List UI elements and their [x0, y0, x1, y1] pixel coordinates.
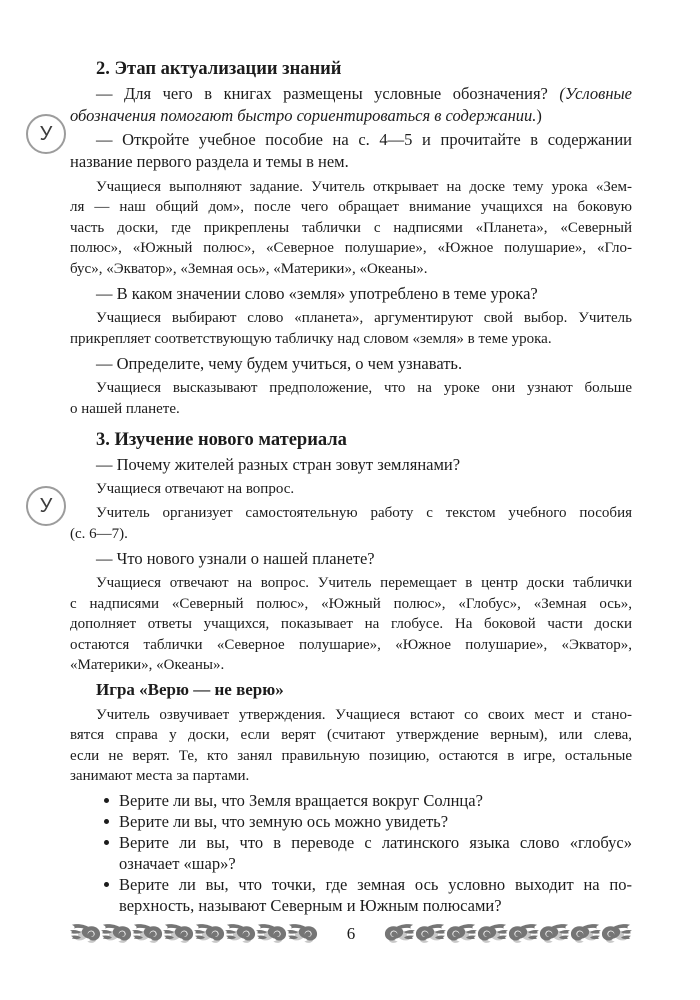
note-paragraph	[70, 705, 632, 787]
text-line	[70, 283, 632, 305]
text-segment: Учитель организует самостоятельную работу с текстом учебного пособия	[96, 505, 632, 521]
text-segment: — Почему жителей разных стран зовут землянами?	[96, 454, 461, 474]
text-line	[70, 353, 632, 375]
wave-ornament-icon	[163, 923, 194, 945]
text-line	[70, 524, 632, 545]
text-line	[119, 790, 632, 811]
text-segment: означает «шар»?	[119, 854, 236, 873]
bullet-text	[119, 874, 632, 916]
text-segment: бус», «Экватор», «Земная ось», «Материки», «Океаны».	[70, 260, 428, 277]
text-segment: часть доски, где прикреплены таблички с надписями «Планета», «Северный	[70, 219, 632, 236]
text-segment: Верите ли вы, что Земля вращается вокруг Солнца?	[119, 791, 483, 810]
teacher-marker	[26, 114, 66, 154]
text-line	[70, 105, 632, 127]
section-heading: 2. Этап актуализации знаний	[96, 59, 342, 79]
bullet-icon	[104, 840, 109, 845]
text-line	[70, 238, 632, 259]
bullet-text	[119, 811, 632, 832]
text-line	[119, 853, 632, 874]
page-footer	[70, 919, 632, 949]
wave-ornament-icon	[132, 923, 163, 945]
bullet-text	[119, 832, 632, 874]
wave-ornament-icon	[570, 923, 601, 945]
text-line	[70, 83, 632, 105]
text-segment: о нашей планете.	[70, 400, 180, 417]
note-paragraph	[70, 573, 632, 676]
bullet-item	[70, 832, 632, 874]
text-line	[70, 218, 632, 239]
text-segment: «Материки», «Океаны».	[70, 657, 225, 673]
text-line	[70, 479, 632, 500]
text-segment: дополняет ответы учащихся, показывает на глобусе. На боковой части доски	[70, 616, 632, 632]
note-paragraph	[70, 308, 632, 349]
text-segment: Верите ли вы, что в переводе с латинского языка слово «глобус»	[119, 833, 632, 852]
text-line	[70, 308, 632, 329]
wave-ornament-icon	[539, 923, 570, 945]
text-segment: Верите ли вы, что точки, где земная ось условно выходит на по-	[119, 875, 632, 894]
wave-ornament-right	[384, 923, 632, 945]
bullet-icon	[104, 819, 109, 824]
text-line	[70, 454, 632, 476]
dialogue-paragraph	[70, 83, 632, 127]
text-line	[70, 766, 632, 787]
wave-ornament-icon	[70, 923, 101, 945]
dialogue-paragraph	[70, 129, 632, 173]
text-line	[119, 874, 632, 895]
text-line	[70, 329, 632, 350]
text-segment: Верите ли вы, что земную ось можно увидеть?	[119, 812, 449, 831]
text-segment: — Откройте учебное пособие на с. 4—5 и прочитайте в содержании	[96, 130, 632, 149]
dialogue-paragraph	[70, 283, 632, 305]
text-line	[70, 177, 632, 198]
text-line	[70, 503, 632, 524]
section-heading: 3. Изучение нового материала	[96, 430, 347, 450]
text-line	[70, 594, 632, 615]
text-line	[70, 378, 632, 399]
text-line	[70, 151, 632, 173]
text-segment: Учащиеся выполняют задание. Учитель открывает на доске тему урока «Зем-	[96, 178, 632, 195]
wave-ornament-icon	[225, 923, 256, 945]
text-line	[70, 725, 632, 746]
game-heading: Игра «Верю — не верю»	[96, 680, 284, 699]
text-line	[70, 655, 632, 676]
dialogue-paragraph	[70, 353, 632, 375]
teacher-marker-label: У	[39, 494, 53, 517]
bullet-icon	[104, 882, 109, 887]
note-paragraph	[70, 479, 632, 500]
wave-ornament-icon	[446, 923, 477, 945]
text-segment: верхность, называют Северным и Южным полюсами?	[119, 896, 502, 915]
text-segment: Учащиеся отвечают на вопрос.	[96, 481, 295, 497]
text-line	[119, 832, 632, 853]
page-content	[70, 58, 632, 916]
page-number: 6	[346, 924, 356, 943]
text-segment: — В каком значении слово «земля» употреблено в теме урока?	[96, 283, 538, 303]
text-segment: полюс», «Южный полюс», «Северное полушарие», «Южное полушарие», «Гло-	[70, 240, 632, 256]
bullet-list	[70, 790, 632, 916]
wave-ornament-icon	[256, 923, 287, 945]
dialogue-paragraph	[70, 454, 632, 476]
text-segment: вятся справа у доски, если верят (считают утверждение верным), или слева,	[70, 727, 632, 743]
italic-text: (Условные	[559, 83, 632, 103]
text-line	[70, 635, 632, 656]
text-segment: остаются таблички «Северное полушарие», «Южное полушарие», «Экватор»,	[70, 636, 632, 653]
text-line	[70, 548, 632, 570]
text-segment: Учащиеся высказывают предположение, что на уроке они узнают больше	[96, 380, 632, 396]
bullet-item	[70, 874, 632, 916]
text-segment: — Что нового узнали о нашей планете?	[96, 548, 375, 568]
bullet-item	[70, 811, 632, 832]
text-line	[119, 811, 632, 832]
wave-ornament-icon	[508, 923, 539, 945]
wave-ornament-icon	[287, 923, 318, 945]
text-segment: ля — наш общий дом», после чего обращает внимание учащихся на боковую	[70, 199, 632, 215]
text-segment: Учащиеся отвечают на вопрос. Учитель перемещает в центр доски таблички	[96, 575, 632, 591]
text-segment: Учитель озвучивает утверждения. Учащиеся встают со своих мест и стано-	[96, 706, 632, 723]
bullet-text	[119, 790, 632, 811]
bullet-item	[70, 790, 632, 811]
teacher-marker-label: У	[39, 122, 53, 145]
teacher-marker	[26, 486, 66, 526]
text-line	[70, 197, 632, 218]
text-segment: прикрепляет соответствующую табличку над словом «земля» в теме урока.	[70, 330, 552, 347]
text-line	[119, 895, 632, 916]
wave-ornament-icon	[384, 923, 415, 945]
wave-ornament-icon	[194, 923, 225, 945]
text-line	[70, 746, 632, 767]
text-line	[70, 259, 632, 280]
dialogue-paragraph	[70, 548, 632, 570]
text-line	[70, 399, 632, 420]
note-paragraph	[70, 177, 632, 280]
text-segment: если не верят. Те, кто занял правильную позицию, остаются в игре, остальные	[70, 747, 632, 764]
text-line	[70, 614, 632, 635]
text-line	[70, 573, 632, 594]
wave-ornament-icon	[101, 923, 132, 945]
wave-ornament-icon	[477, 923, 508, 945]
text-segment: (с. 6—7).	[70, 525, 128, 542]
text-segment: занимают места за партами.	[70, 768, 250, 784]
wave-ornament-icon	[601, 923, 632, 945]
text-segment: с надписями «Северный полюс», «Южный полюс», «Глобус», «Земная ось»,	[70, 595, 632, 612]
wave-ornament-left	[70, 923, 318, 945]
note-paragraph	[70, 503, 632, 544]
text-segment: — Определите, чему будем учиться, о чем узнавать.	[96, 353, 463, 373]
text-line	[70, 705, 632, 726]
wave-ornament-icon	[415, 923, 446, 945]
bullet-icon	[104, 798, 109, 803]
text-segment: )	[536, 105, 542, 125]
text-segment: — Для чего в книгах размещены условные обозначения?	[96, 83, 560, 103]
text-line	[70, 129, 632, 151]
note-paragraph	[70, 378, 632, 419]
text-segment: название первого раздела и темы в нем.	[70, 152, 349, 171]
italic-text: обозначения помогают быстро сориентироваться в содержании.	[70, 105, 537, 125]
text-segment: Учащиеся выбирают слово «планета», аргументируют свой выбор. Учитель	[96, 310, 632, 326]
